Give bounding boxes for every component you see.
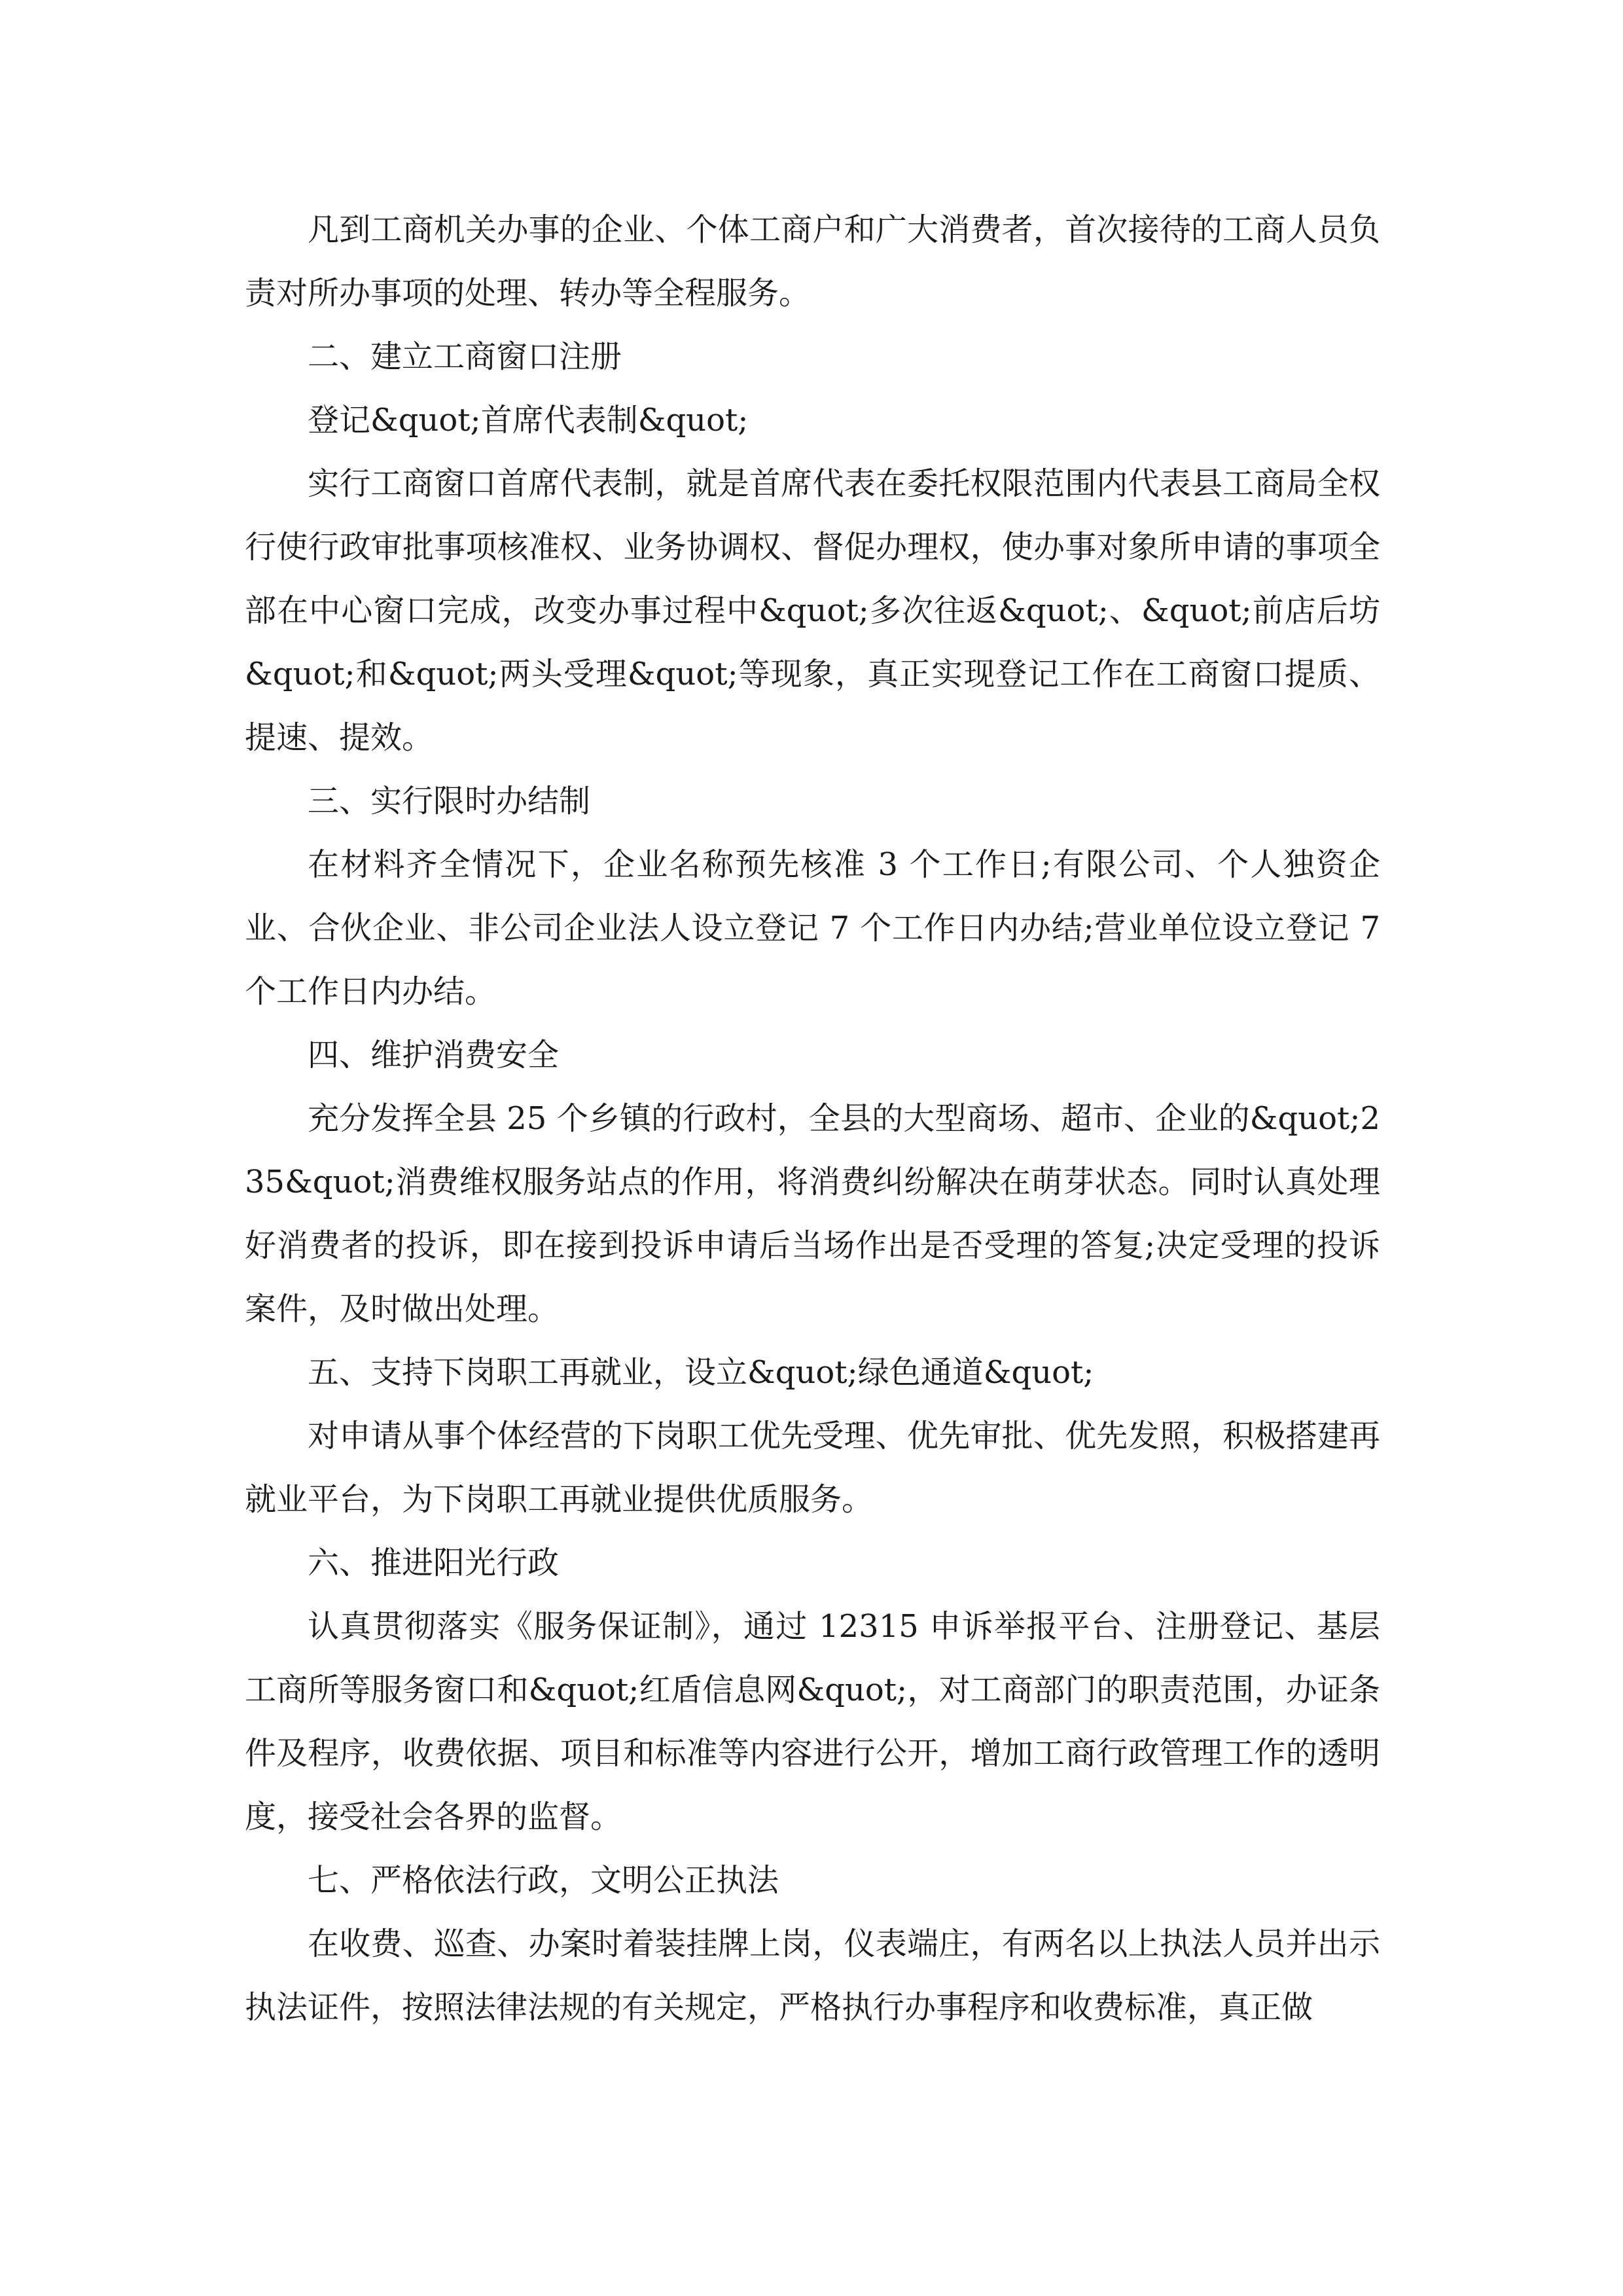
paragraph-section-6-body: 认真贯彻落实《服务保证制》，通过 12315 申诉举报平台、注册登记、基层工商所等服务窗口和&quot;红盾信息网&quot;，对工商部门的职责范围，办证条件及程序，收费依据、项目和标准等内容进行公开，增加工商行政管理工作的透明度，接受社会各界的监督。 xyxy=(245,1608,1380,1835)
paragraph-section-2-body: 实行工商窗口首席代表制，就是首席代表在委托权限范围内代表县工商局全权行使行政审批事项核准权、业务协调权、督促办理权，使办事对象所申请的事项全部在中心窗口完成，改变办事过程中&quot;多次往返&quot;、&quot;前店后坊&quot;和&quot;两头受理&quot;等现象，真正实现登记工作在工商窗口提质、提速、提效。 xyxy=(245,465,1380,756)
paragraph-intro: 凡到工商机关办事的企业、个体工商户和广大消费者，首次接待的工商人员负责对所办事项的处理、转办等全程服务。 xyxy=(245,211,1380,312)
heading-section-3: 三、实行限时办结制 xyxy=(308,783,591,819)
paragraph-section-5-body: 对申请从事个体经营的下岗职工优先受理、优先审批、优先发照，积极搭建再就业平台，为下岗职工再就业提供优质服务。 xyxy=(245,1418,1380,1518)
heading-section-7: 七、严格依法行政，文明公正执法 xyxy=(308,1862,779,1899)
paragraph-section-3-body: 在材料齐全情况下，企业名称预先核准 3 个工作日;有限公司、个人独资企业、合伙企业、非公司企业法人设立登记 7 个工作日内办结;营业单位设立登记 7 个工作日内办结。 xyxy=(245,846,1380,1010)
heading-section-5: 五、支持下岗职工再就业，设立&quot;绿色通道&quot; xyxy=(308,1354,1094,1391)
paragraph-section-4-body: 充分发挥全县 25 个乡镇的行政村，全县的大型商场、超市、企业的&quot;235&quot;消费维权服务站点的作用，将消费纠纷解决在萌芽状态。同时认真处理好消费者的投诉，即在接到投诉申请后当场作出是否受理的答复;决定受理的投诉案件，及时做出处理。 xyxy=(245,1100,1380,1327)
heading-section-2: 二、建立工商窗口注册 xyxy=(308,338,622,375)
heading-section-4: 四、维护消费安全 xyxy=(308,1037,560,1073)
heading-section-6: 六、推进阳光行政 xyxy=(308,1545,560,1581)
paragraph-section-2-title-cont: 登记&quot;首席代表制&quot; xyxy=(308,402,749,439)
paragraph-section-7-body: 在收费、巡查、办案时着装挂牌上岗，仪表端庄，有两名以上执法人员并出示执法证件，按照法律法规的有关规定，严格执行办事程序和收费标准，真正做 xyxy=(245,1926,1380,2026)
document-body xyxy=(245,198,1380,2039)
